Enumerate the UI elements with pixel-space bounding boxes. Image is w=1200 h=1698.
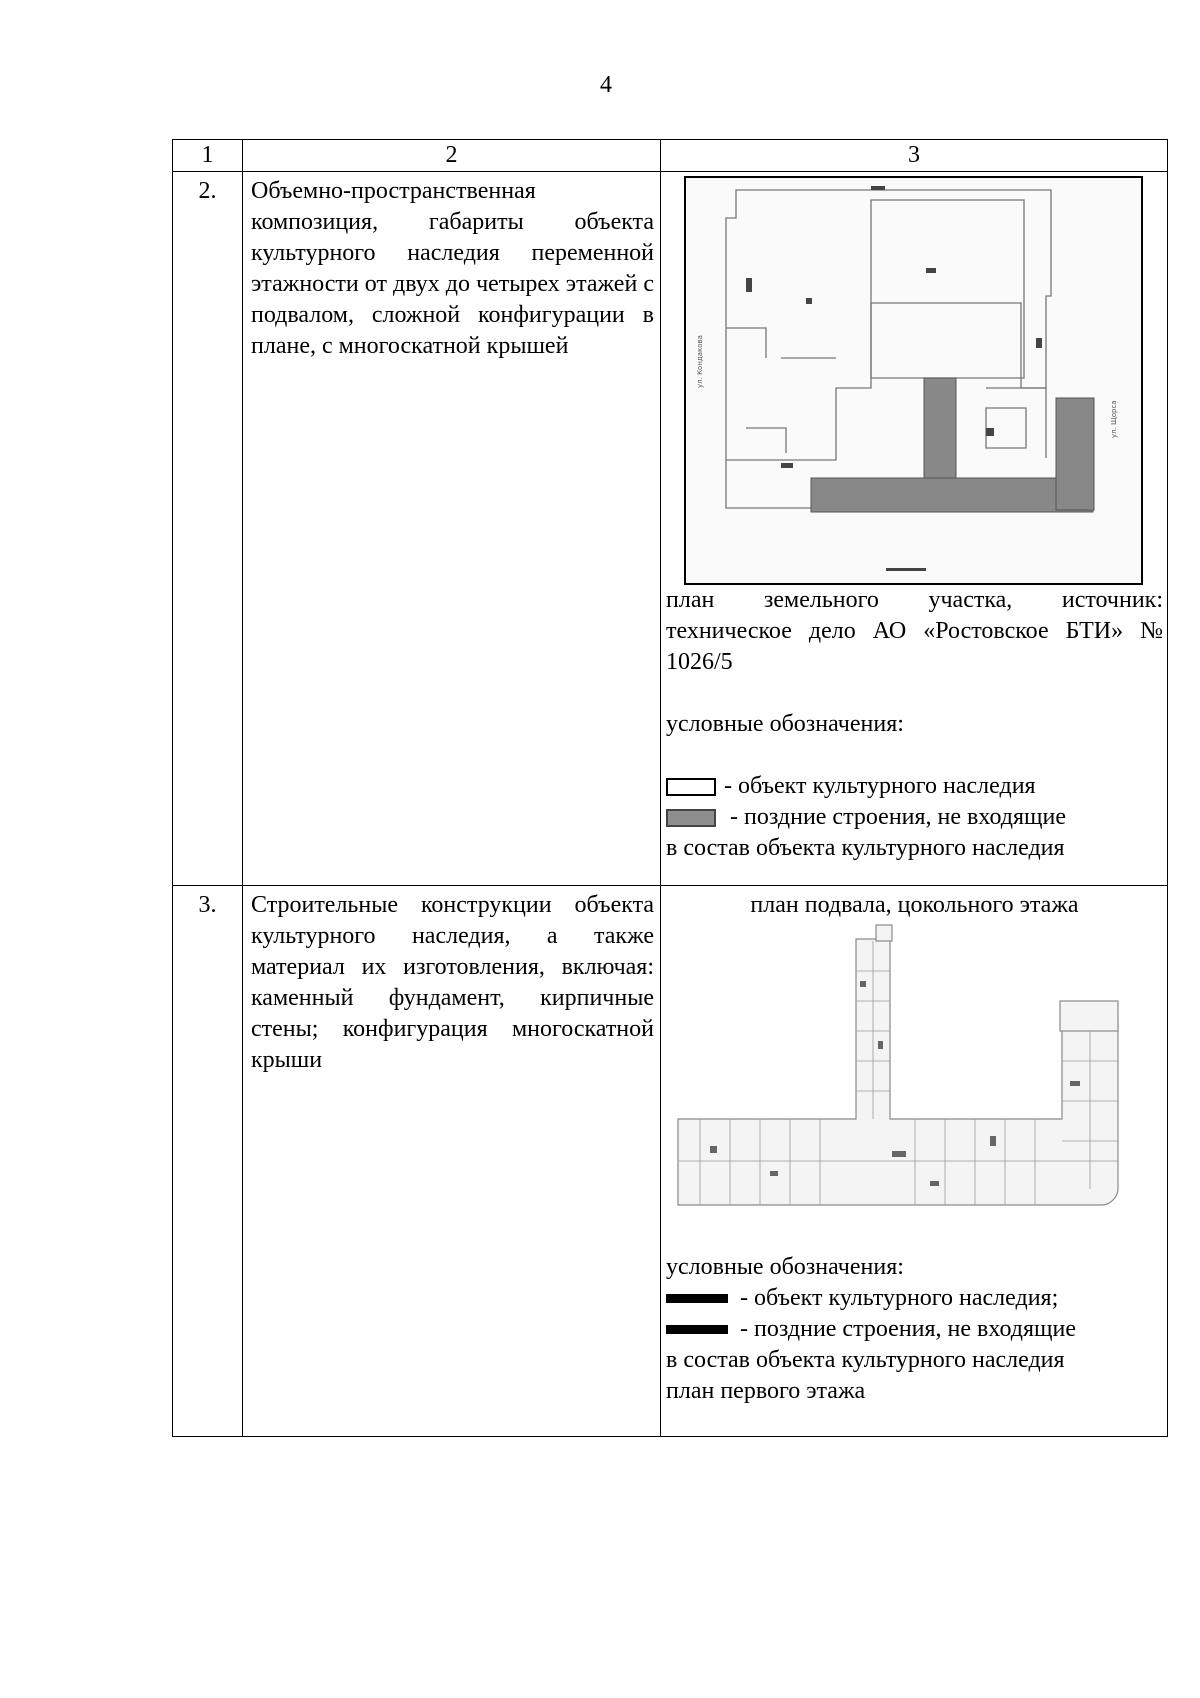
column-header-3: 3	[661, 140, 1168, 172]
table-row	[173, 172, 1168, 886]
protected-elements-table	[172, 139, 1168, 1437]
legend-label: - объект культурного наследия;	[740, 1285, 1059, 1311]
basement-plan-title: план подвала, цокольного этажа	[750, 892, 1079, 918]
legend-item-continuation	[666, 833, 1163, 864]
legend-label: - поздние строения, не входящие	[730, 804, 1066, 830]
description-text: Строительные конструкции объекта культурного наследия, а также материал их изготовления, включая: каменный фундамент, кирпичные стены; конфигурация многоскатной крыши	[251, 892, 654, 1073]
legend-item-late-buildings	[666, 802, 1163, 833]
legend-item-late-buildings	[666, 1314, 1163, 1345]
description-text: Объемно-пространственная композиция, габариты объекта культурного наследия переменной этажности от двух до четырех этажей с подвалом, сложной конфигурации в плане, с многоскатной крышей	[251, 178, 654, 359]
row-number: 3.	[173, 886, 243, 1437]
legend-swatch-open	[666, 778, 716, 796]
legend-item-continuation	[666, 1345, 1163, 1376]
table-header-row	[173, 140, 1168, 172]
land-plot-plan-image	[684, 176, 1143, 585]
row-number: 2.	[173, 172, 243, 886]
illustration-cell	[661, 886, 1168, 1437]
column-header-1: 1	[173, 140, 243, 172]
column-header-2: 2	[243, 140, 661, 172]
legend-swatch-black	[666, 1325, 728, 1334]
legend-label: в состав объекта культурного наследия	[666, 835, 1065, 861]
legend-label: - поздние строения, не входящие	[740, 1316, 1076, 1342]
basement-plan-image	[670, 921, 1148, 1221]
legend-swatch-gray	[666, 809, 716, 827]
svg-text:ул. Щорса: ул. Щорса	[1110, 400, 1118, 438]
legend-swatch-black	[666, 1294, 728, 1303]
legend-item-heritage	[666, 1283, 1163, 1314]
row-description	[243, 886, 661, 1437]
row-description	[243, 172, 661, 886]
table-row	[173, 886, 1168, 1437]
land-plot-plan-drawing	[686, 178, 1141, 583]
legend-item-heritage	[666, 771, 1163, 802]
illustration-cell	[661, 172, 1168, 886]
legend-title: условные обозначения:	[666, 1254, 904, 1280]
land-plot-plan-caption: план земельного участка, источник: техническое дело АО «Ростовское БТИ» № 1026/5	[666, 587, 1163, 675]
page-number: 4	[600, 72, 612, 98]
basement-plan-drawing	[670, 921, 1148, 1221]
legend-label: в состав объекта культурного наследия	[666, 1347, 1065, 1373]
svg-text:ул. Кондакова: ул. Кондакова	[696, 335, 704, 388]
legend-title: условные обозначения:	[666, 711, 904, 737]
legend-label: - объект культурного наследия	[724, 773, 1036, 799]
first-floor-plan-title: план первого этажа	[666, 1378, 866, 1404]
